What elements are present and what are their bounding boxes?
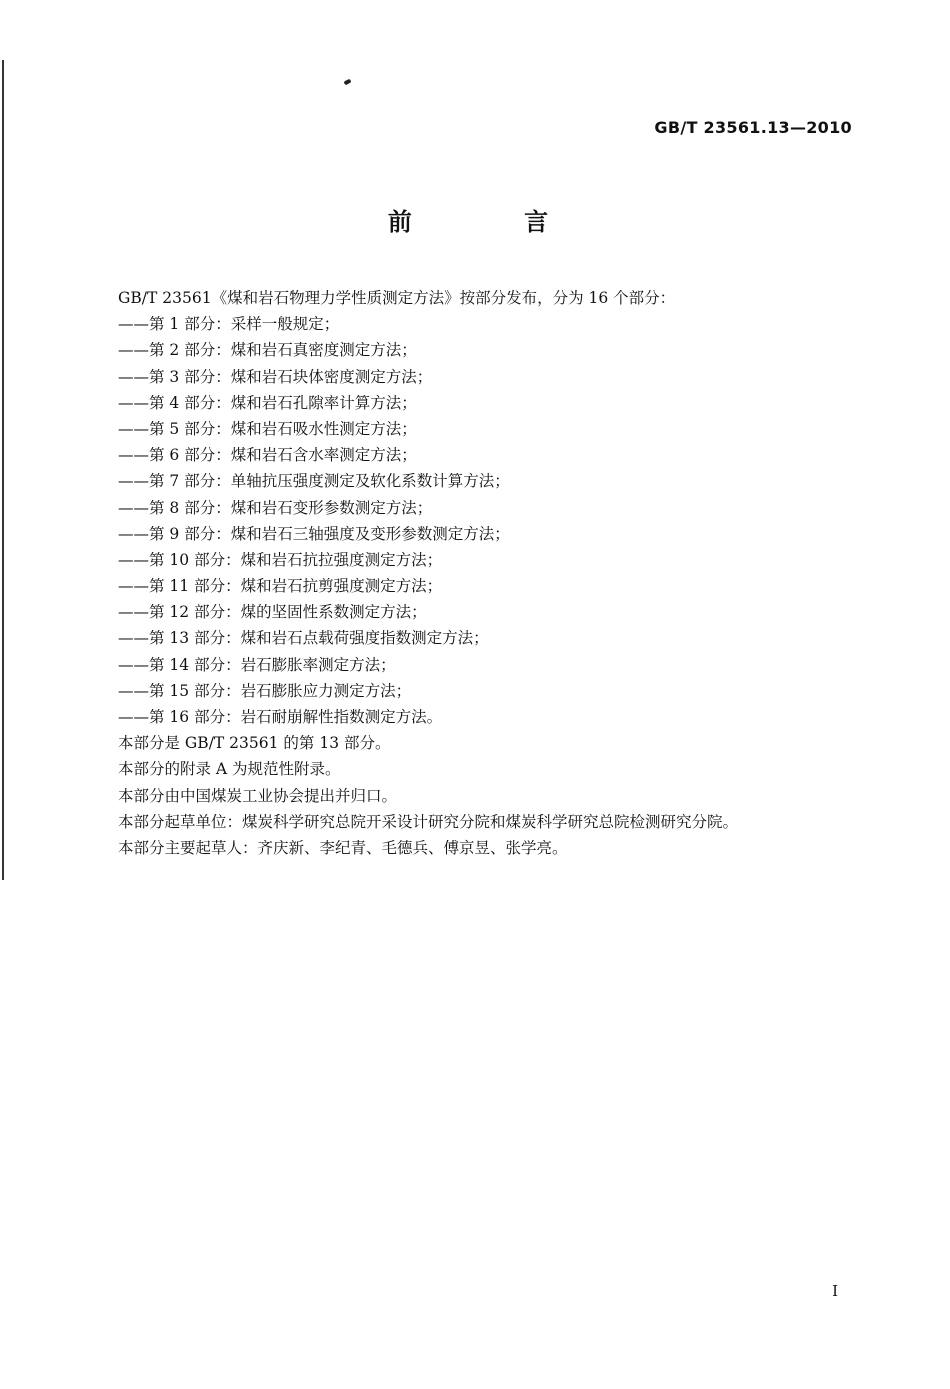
part-item: ——第 11 部分：煤和岩石抗剪强度测定方法； <box>118 577 443 596</box>
page-title: 前 言 <box>387 208 601 236</box>
statement-line: 本部分是 GB/T 23561 的第 13 部分。 <box>118 734 391 753</box>
part-item: ——第 14 部分：岩石膨胀率测定方法； <box>118 655 396 674</box>
part-item: ——第 4 部分：煤和岩石孔隙率计算方法； <box>118 393 417 412</box>
part-item: ——第 6 部分：煤和岩石含水率测定方法； <box>118 446 417 465</box>
scan-speck <box>343 79 351 86</box>
part-item: ——第 8 部分：煤和岩石变形参数测定方法； <box>118 498 433 517</box>
statement-line: 本部分起草单位：煤炭科学研究总院开采设计研究分院和煤炭科学研究总院检测研究分院。 <box>118 812 739 831</box>
part-item: ——第 5 部分：煤和岩石吸水性测定方法； <box>118 419 417 438</box>
part-item: ——第 10 部分：煤和岩石抗拉强度测定方法； <box>118 550 443 569</box>
statement-line: 本部分的附录 A 为规范性附录。 <box>118 760 341 779</box>
part-item: ——第 15 部分：岩石膨胀应力测定方法； <box>118 681 412 700</box>
statement-line: 本部分由中国煤炭工业协会提出并归口。 <box>118 786 398 805</box>
part-item: ——第 13 部分：煤和岩石点载荷强度指数测定方法； <box>118 629 489 648</box>
part-item: ——第 12 部分：煤的坚固性系数测定方法； <box>118 603 427 622</box>
part-item: ——第 2 部分：煤和岩石真密度测定方法； <box>118 341 417 360</box>
statement-line: 本部分主要起草人：齐庆新、李纪青、毛德兵、傅京昱、张学亮。 <box>118 838 568 857</box>
part-item: ——第 1 部分：采样一般规定； <box>118 315 340 334</box>
part-item: ——第 9 部分：煤和岩石三轴强度及变形参数测定方法； <box>118 524 510 543</box>
foreword-body <box>118 285 838 861</box>
scan-binding-edge <box>2 60 4 880</box>
intro-paragraph: GB/T 23561《煤和岩石物理力学性质测定方法》按部分发布，分为 16 个部分： <box>118 289 676 307</box>
part-item: ——第 16 部分：岩石耐崩解性指数测定方法。 <box>118 708 443 726</box>
part-item: ——第 3 部分：煤和岩石块体密度测定方法； <box>118 367 433 386</box>
standard-number: GB/T 23561.13—2010 <box>654 118 852 137</box>
page-number: I <box>832 1282 838 1300</box>
part-item: ——第 7 部分：单轴抗压强度测定及软化系数计算方法； <box>118 472 510 491</box>
